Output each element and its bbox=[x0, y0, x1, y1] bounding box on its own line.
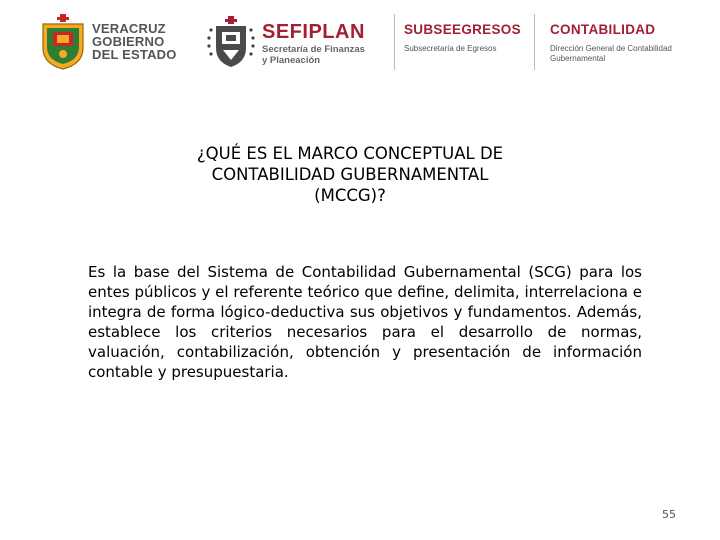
slide-title bbox=[140, 143, 560, 206]
contabilidad-subtitle-line-1: Dirección General de Contabilidad bbox=[550, 44, 672, 53]
contabilidad-subtitle bbox=[550, 44, 672, 64]
header-divider bbox=[534, 14, 535, 70]
veracruz-wordmark bbox=[92, 22, 177, 61]
sefiplan-subtitle-line-1: Secretaría de Finanzas bbox=[262, 44, 365, 55]
subsecretaria-title: SUBSEEGRESOS bbox=[404, 22, 521, 37]
header-banner bbox=[0, 0, 720, 90]
veracruz-line-3: DEL ESTADO bbox=[92, 47, 177, 62]
sefiplan-subtitle-line-2: y Planeación bbox=[262, 55, 321, 66]
veracruz-line-2: GOBIERNO bbox=[92, 34, 165, 49]
sefiplan-title: SEFIPLAN bbox=[262, 21, 365, 43]
contabilidad-subtitle-line-2: Gubernamental bbox=[550, 54, 606, 63]
sefiplan-subtitle bbox=[262, 44, 365, 66]
veracruz-shield-icon bbox=[40, 14, 86, 70]
header-divider bbox=[394, 14, 395, 70]
slide-title-line-2: CONTABILIDAD GUBERNAMENTAL bbox=[211, 165, 489, 184]
page-number: 55 bbox=[662, 508, 676, 521]
slide-title-line-3: (MCCG)? bbox=[314, 186, 386, 205]
subsecretaria-subtitle: Subsecretaría de Egresos bbox=[404, 44, 497, 53]
slide-title-line-1: ¿QUÉ ES EL MARCO CONCEPTUAL DE bbox=[196, 144, 504, 163]
slide-body-paragraph: Es la base del Sistema de Contabilidad Gubernamental (SCG) para los entes públicos y el referente teórico que define, delimita, interrelaciona e integra de forma lógico-deductiva sus objetivos y fundamentos. Además, establece los criterios necesarios para el desarrollo de normas, valuación, contabilización, obtención y presentación de información contable y presupuestaria. bbox=[88, 263, 642, 381]
veracruz-line-1: VERACRUZ bbox=[92, 21, 166, 36]
contabilidad-title: CONTABILIDAD bbox=[550, 22, 656, 37]
sefiplan-emblem-icon bbox=[206, 16, 256, 68]
